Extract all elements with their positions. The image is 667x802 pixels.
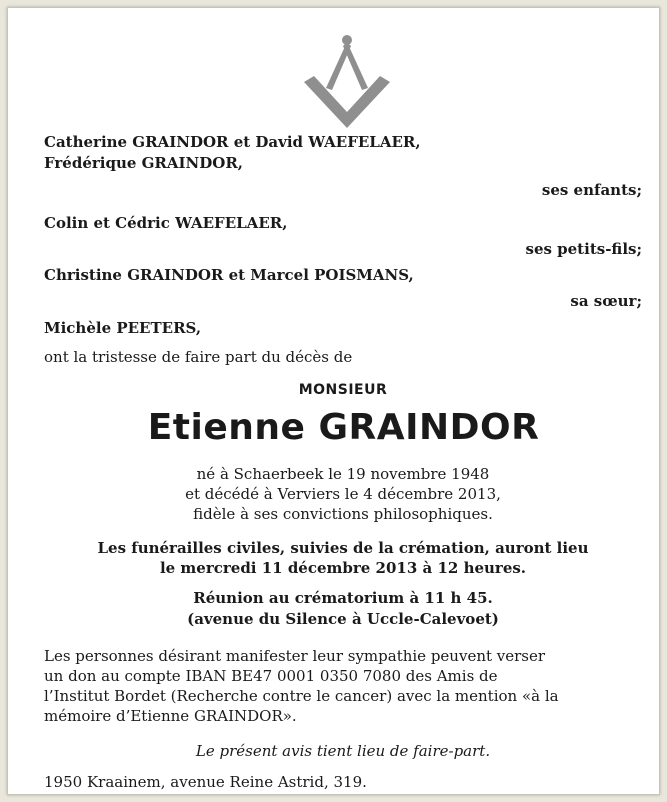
info-line: Les personnes désirant manifester leur sympathie peuvent verser [44, 647, 546, 665]
family-sister [44, 265, 642, 312]
info-line: l’Institut Bordet (Recherche contre le cancer) avec la mention «à la [44, 687, 559, 705]
birth-death-info [44, 464, 642, 524]
info-line: le mercredi 11 décembre 2013 à 12 heures. [159, 559, 527, 577]
square-and-compass-icon [304, 34, 390, 130]
family-line: Michèle PEETERS, [44, 319, 202, 337]
info-line: né à Schaerbeek le 19 novembre 1948 [196, 465, 490, 483]
funeral-info [44, 538, 642, 578]
notice-statement: Le présent avis tient lieu de faire-part. [195, 742, 491, 760]
info-line: (avenue du Silence à Uccle-Calevoet) [187, 610, 499, 628]
honorific: MONSIEUR [298, 382, 388, 398]
family-line: Colin et Cédric WAEFELAER, [44, 214, 288, 232]
info-line: Réunion au crématorium à 11 h 45. [193, 589, 493, 607]
relation-label: ses petits-fils; [525, 240, 642, 258]
info-line: fidèle à ses convictions philosophiques. [193, 505, 493, 523]
family-line: Catherine GRAINDOR et David WAEFELAER, [44, 133, 421, 151]
relation-label: sa sœur; [570, 292, 642, 310]
info-line: mémoire d’Etienne GRAINDOR». [44, 707, 297, 725]
deceased-name: Etienne GRAINDOR [147, 407, 540, 448]
info-line: et décédé à Verviers le 4 décembre 2013, [185, 485, 501, 503]
family-companion [44, 318, 642, 339]
meeting-info [44, 588, 642, 630]
address: 1950 Kraainem, avenue Reine Astrid, 319. [44, 773, 367, 791]
relation-label: ses enfants; [541, 181, 642, 199]
family-children [44, 132, 642, 201]
info-line: Les funérailles civiles, suivies de la crémation, auront lieu [97, 539, 589, 557]
obituary-notice [7, 7, 660, 795]
family-grandchildren [44, 213, 642, 260]
donation-info [44, 646, 642, 726]
info-line: un don au compte IBAN BE47 0001 0350 7080 des Amis de [44, 667, 498, 685]
family-line: Frédérique GRAINDOR, [44, 154, 244, 172]
intro-text: ont la tristesse de faire part du décès de [44, 348, 353, 366]
family-line: Christine GRAINDOR et Marcel POISMANS, [44, 266, 414, 284]
